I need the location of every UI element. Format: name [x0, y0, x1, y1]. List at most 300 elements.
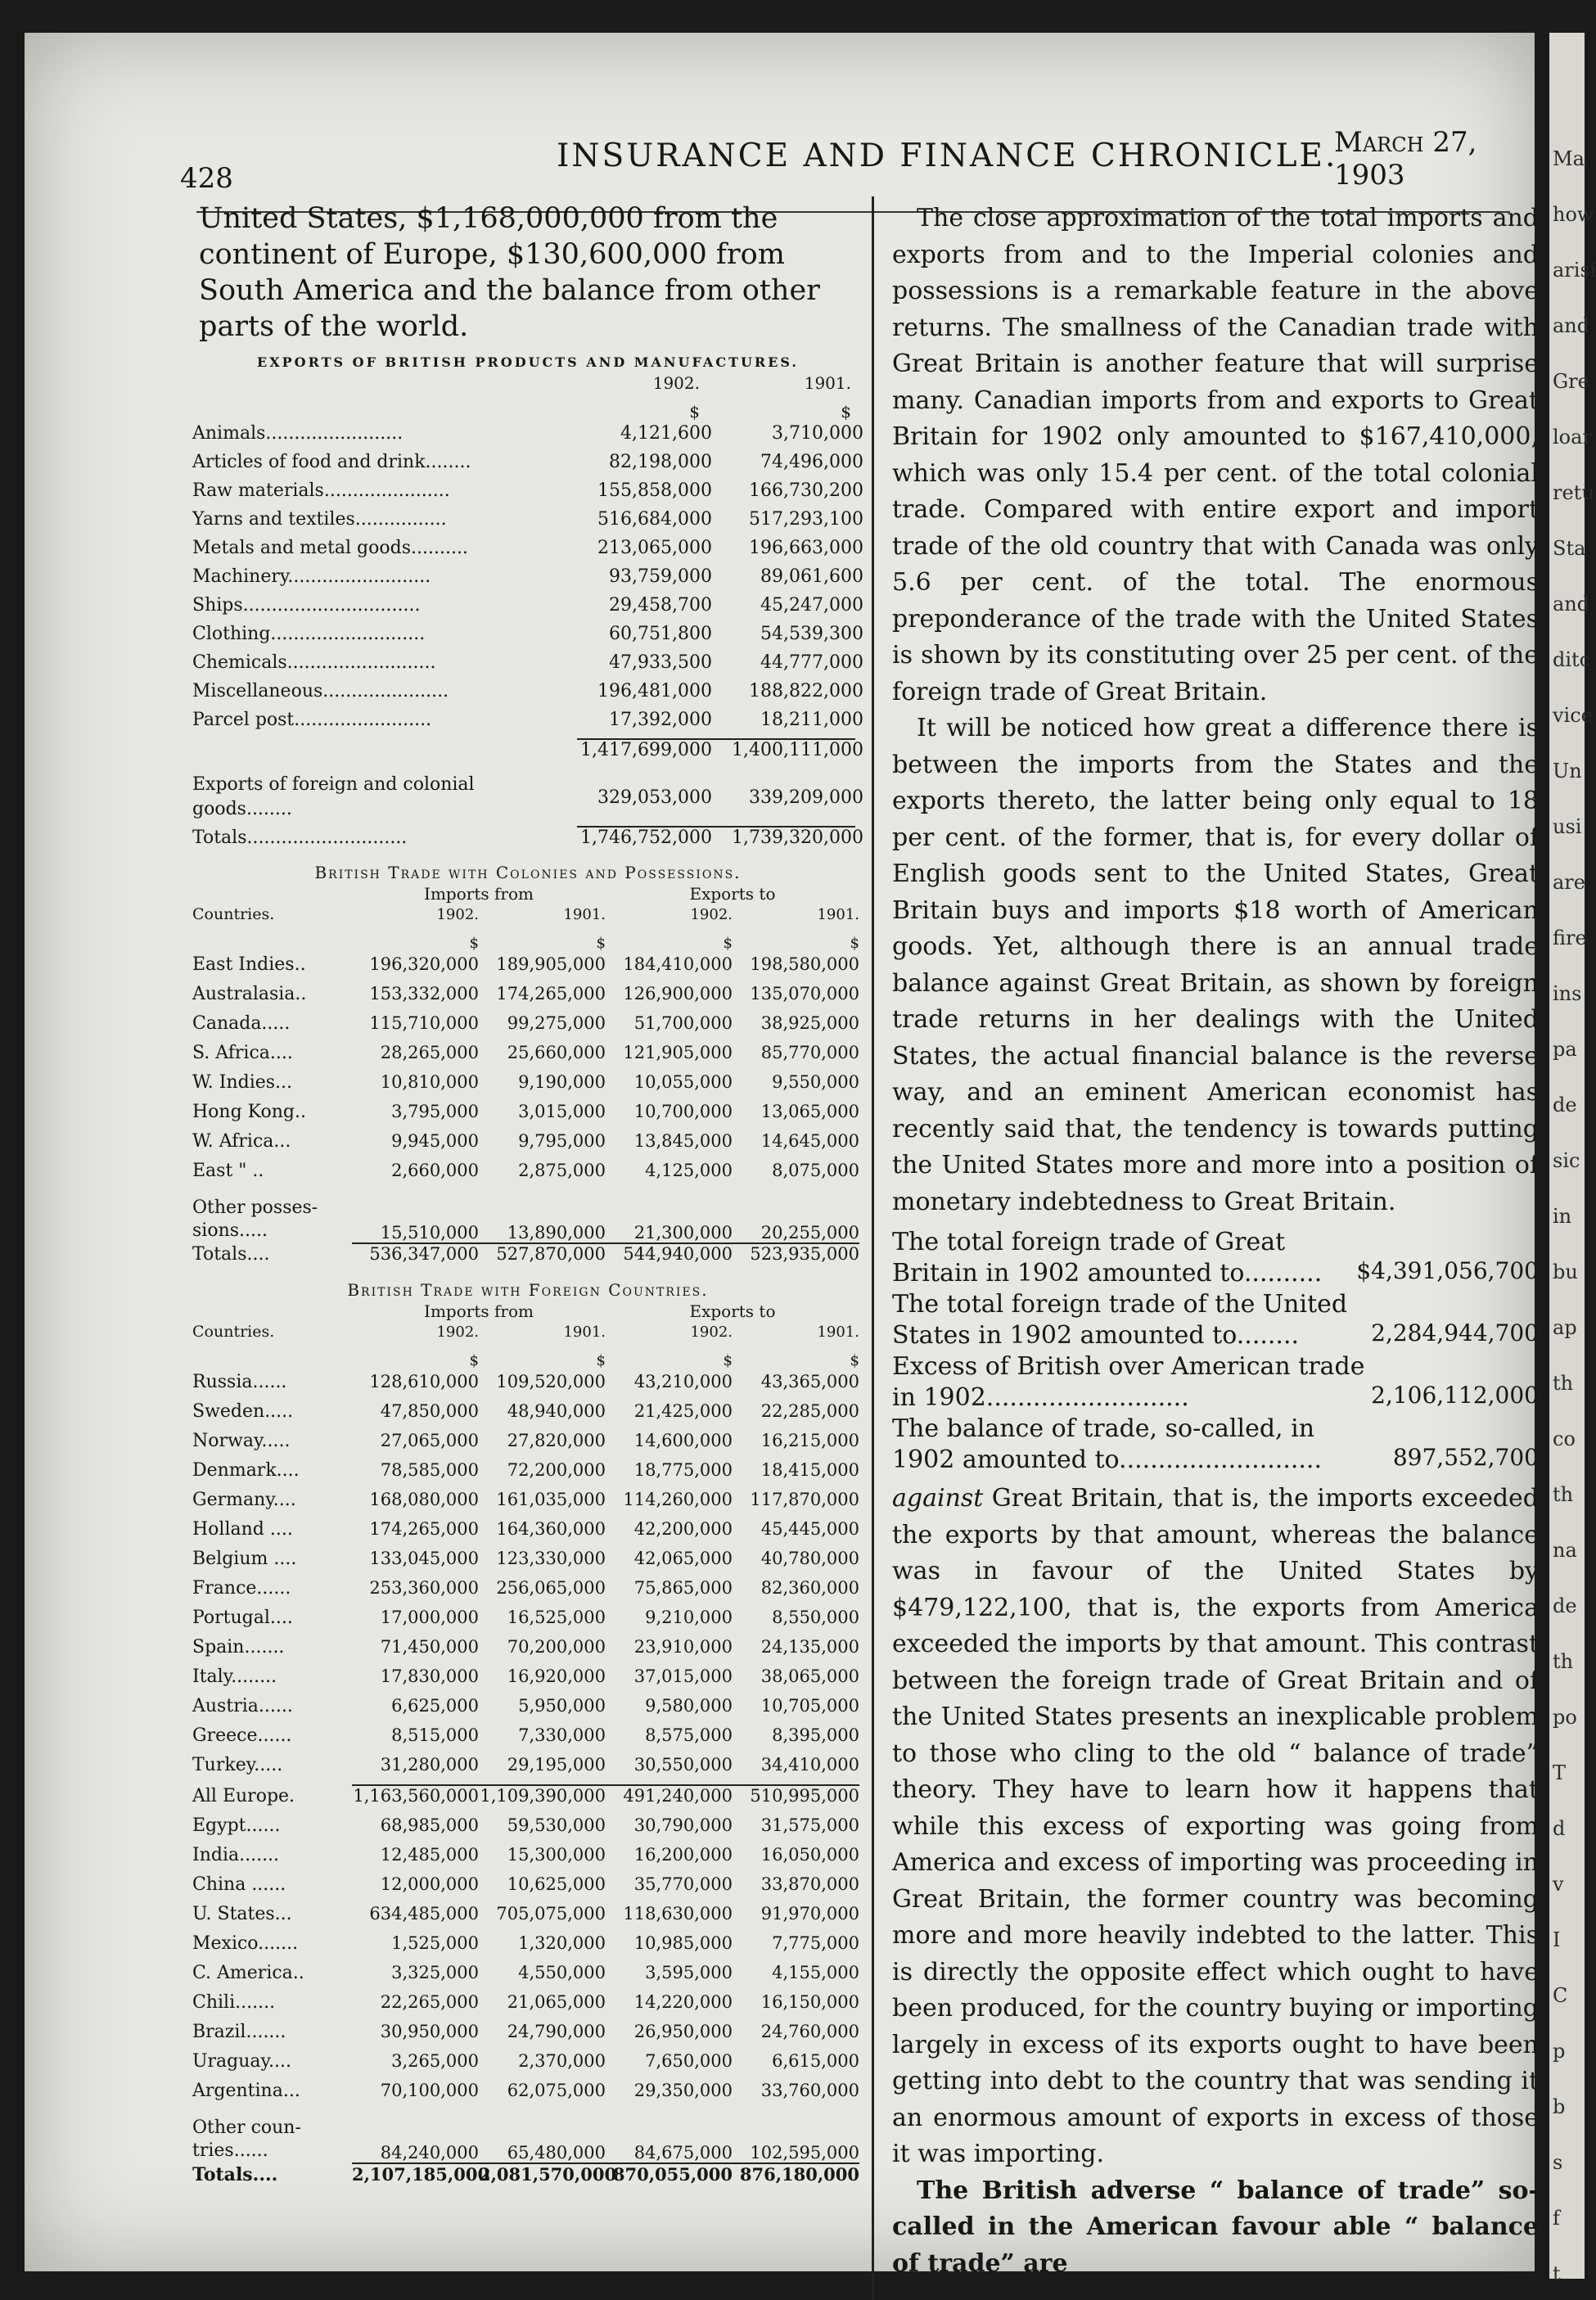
cell: 29,350,000: [633, 2081, 733, 2100]
cell: 14,220,000: [633, 1992, 733, 2012]
figure-value: $4,391,056,700: [1356, 1256, 1539, 1284]
cell: 18,775,000: [633, 1460, 733, 1480]
currency-row: [192, 935, 863, 954]
cell: 71,450,000: [380, 1637, 479, 1657]
table-row: [192, 2110, 863, 2162]
cell: 75,865,000: [633, 1578, 733, 1598]
adjacent-page-fragment: C: [1553, 1984, 1568, 2007]
table-row: [192, 2051, 863, 2081]
cell: 65,480,000: [507, 2143, 606, 2162]
adjacent-page-fragment: na: [1553, 1539, 1577, 1562]
row-label: India.......: [192, 1845, 280, 1865]
cell: 1,163,560,000: [353, 1786, 479, 1806]
row-label: Parcel post........................: [192, 710, 432, 730]
row-label: Austria......: [192, 1696, 293, 1716]
cell: 7,775,000: [772, 1933, 859, 1953]
cell: 34,410,000: [760, 1755, 859, 1775]
figure-value: 2,106,112,000: [1371, 1381, 1539, 1409]
cell: 16,150,000: [760, 1992, 859, 2012]
cell: 174,265,000: [369, 1519, 479, 1539]
col-header: 1902.: [690, 1324, 733, 1341]
table-row: [192, 1845, 863, 1874]
cell: 133,045,000: [369, 1549, 479, 1568]
figure-text: The balance of trade, so-called, in 1902 amounted to..........................: [892, 1414, 1322, 1474]
paragraph: The close approximation of the total imports and exports from and to the Imperial colonies and possessions is a remarkable feature in the above returns. The smallness of the Canadian trade with Great Britain is another feature that will surprise many. Canadian imports from and exports to Great Britain for 1902 only amounted to $167,410,000, which was only 15.4 per cent. of the total colonial trade. Compared with entire export and import trade of the old country that with Canada was only 5.6 per cent. of the total. The enormous preponderance of the trade with the United States is shown by its constituting over 25 per cent. of the foreign trade of Great Britain.: [892, 204, 1539, 706]
adjacent-page-fragment: t: [1553, 2262, 1561, 2285]
adjacent-page-fragment: po: [1553, 1706, 1577, 1729]
cell: 24,790,000: [507, 2022, 606, 2041]
cell: 6,625,000: [391, 1696, 479, 1716]
cell: 213,065,000: [597, 538, 712, 558]
row-label: Australasia..: [192, 984, 307, 1004]
row-label: Chemicals..........................: [192, 652, 436, 673]
cell: 42,200,000: [633, 1519, 733, 1539]
row-label: Argentina...: [192, 2081, 300, 2101]
imports-header: Imports from: [424, 1301, 534, 1321]
adjacent-page-fragment: in: [1553, 1205, 1572, 1228]
table-row: [192, 1904, 863, 1933]
row-label: Hong Kong..: [192, 1102, 307, 1122]
trade-figures: [892, 1227, 1539, 1476]
adjacent-page-fragment: b: [1553, 2095, 1566, 2118]
cell: 84,240,000: [380, 2143, 479, 2162]
cell: 44,777,000: [760, 652, 863, 673]
row-label: Spain.......: [192, 1637, 285, 1657]
adjacent-page-fragment: sic: [1553, 1149, 1580, 1172]
exports-header: Exports to: [689, 884, 776, 904]
cell: 4,155,000: [772, 1963, 859, 1982]
foreign-countries-table: [192, 1280, 863, 2194]
row-label: Machinery.........................: [192, 566, 431, 587]
table-row: [192, 1637, 863, 1666]
adjacent-page-fragment: th: [1553, 1650, 1574, 1673]
totals-row: [192, 828, 863, 856]
row-label: C. America..: [192, 1963, 304, 1983]
cell: 1,525,000: [391, 1933, 479, 1953]
cell: 634,485,000: [369, 1904, 479, 1923]
cell: 9,550,000: [772, 1072, 859, 1092]
cell: 329,053,000: [597, 787, 712, 808]
table-row: [192, 1666, 863, 1696]
table-row: [192, 595, 863, 624]
col-header: 1901.: [804, 373, 851, 393]
adjacent-page-fragment: and: [1553, 314, 1590, 337]
cell: 8,515,000: [391, 1725, 479, 1745]
cell: 189,905,000: [496, 954, 606, 974]
row-label: S. Africa....: [192, 1043, 293, 1063]
row-label: Italy........: [192, 1666, 277, 1687]
cell: 510,995,000: [750, 1786, 859, 1806]
cell: 166,730,200: [749, 480, 863, 501]
col-header: 1902.: [652, 373, 700, 393]
adjacent-page-edge: [1549, 33, 1596, 2285]
cell: 21,300,000: [633, 1223, 733, 1242]
cell: 10,700,000: [633, 1102, 733, 1121]
cell: 28,265,000: [380, 1043, 479, 1062]
table-row: [192, 1578, 863, 1608]
cell: 18,211,000: [760, 710, 863, 730]
adjacent-page-fragment: how: [1553, 203, 1594, 226]
cell: 4,550,000: [518, 1963, 606, 1982]
table-row: [192, 1815, 863, 1845]
adjacent-page-fragment: retu: [1553, 481, 1594, 504]
adjacent-page-fragment: are: [1553, 871, 1585, 894]
left-column: [192, 201, 863, 2194]
cell: 161,035,000: [496, 1490, 606, 1509]
cell: 40,780,000: [760, 1549, 859, 1568]
cell: 196,481,000: [597, 681, 712, 701]
cell: 14,645,000: [760, 1131, 859, 1151]
row-label: Portugal....: [192, 1608, 293, 1628]
cell: 78,585,000: [380, 1460, 479, 1480]
cell: 38,065,000: [760, 1666, 859, 1686]
cell: 54,539,300: [760, 624, 863, 644]
table-row: [192, 652, 863, 681]
adjacent-page-fragment: T: [1553, 1761, 1567, 1784]
row-label: Brazil.......: [192, 2022, 286, 2042]
colonies-table: [192, 863, 863, 1274]
group-header: [192, 884, 863, 905]
cell: 21,425,000: [633, 1401, 733, 1421]
cell: 870,055,000: [612, 2164, 733, 2185]
cell: 123,330,000: [496, 1549, 606, 1568]
adjacent-page-fragment: th: [1553, 1372, 1574, 1395]
cell: 17,392,000: [609, 710, 712, 730]
cell: 517,293,100: [749, 509, 863, 530]
cell: 7,330,000: [518, 1725, 606, 1745]
figure-line: [892, 1289, 1539, 1351]
table-row: [192, 1490, 863, 1519]
table-row: [192, 1933, 863, 1963]
cell: 14,600,000: [633, 1431, 733, 1450]
cell: 164,360,000: [496, 1519, 606, 1539]
europe-total-row: [192, 1786, 863, 1815]
table-row: [192, 1608, 863, 1637]
cell: 516,684,000: [597, 509, 712, 530]
adjacent-page-fragment: vice: [1553, 704, 1593, 727]
row-label: W. Indies...: [192, 1072, 293, 1093]
cell: 10,625,000: [507, 1874, 606, 1894]
cell: 491,240,000: [623, 1786, 733, 1806]
cell: 1,109,390,000: [480, 1786, 606, 1806]
cell: 24,135,000: [760, 1637, 859, 1657]
cell: 70,200,000: [507, 1637, 606, 1657]
row-label: China ......: [192, 1874, 286, 1895]
cell: 93,759,000: [609, 566, 712, 587]
cell: 168,080,000: [369, 1490, 479, 1509]
cell: 339,209,000: [749, 787, 863, 808]
cell: 84,675,000: [633, 2143, 733, 2162]
table-row: [192, 954, 863, 984]
cell: 121,905,000: [623, 1043, 733, 1062]
cell: 17,830,000: [380, 1666, 479, 1686]
cell: 13,890,000: [507, 1223, 606, 1242]
adjacent-page-fragment: de: [1553, 1094, 1577, 1116]
cell: 2,107,185,000: [352, 2164, 490, 2185]
cell: 115,710,000: [369, 1013, 479, 1033]
cell: 3,325,000: [391, 1963, 479, 1982]
cell: 174,265,000: [496, 984, 606, 1003]
adjacent-page-fragment: I: [1553, 1928, 1561, 1951]
col-header: 1901.: [817, 1324, 859, 1341]
cell: 43,365,000: [760, 1372, 859, 1391]
row-label: France......: [192, 1578, 291, 1599]
table-header-row: [192, 1323, 863, 1352]
row-label: East Indies..: [192, 954, 306, 975]
newspaper-page: [25, 33, 1539, 2278]
cell: 109,520,000: [496, 1372, 606, 1391]
cell: 37,015,000: [633, 1666, 733, 1686]
table-row: [192, 538, 863, 566]
table-row: [192, 2022, 863, 2051]
cell: 25,660,000: [507, 1043, 606, 1062]
currency-row: [192, 402, 863, 423]
table-row: [192, 1161, 863, 1190]
cell: 9,210,000: [645, 1608, 733, 1627]
cell: 10,055,000: [633, 1072, 733, 1092]
table-row: [192, 681, 863, 710]
cell: 2,875,000: [518, 1161, 606, 1180]
cell: 876,180,000: [739, 2164, 859, 2185]
cell: 117,870,000: [750, 1490, 859, 1509]
adjacent-page-fragment: ins: [1553, 982, 1582, 1005]
cell: 8,395,000: [772, 1725, 859, 1745]
cell: 2,081,570,000: [479, 2164, 617, 2185]
row-label: Turkey.....: [192, 1755, 283, 1775]
table-row: [192, 624, 863, 652]
adjacent-page-fragment: Un: [1553, 760, 1582, 782]
cell: 1,739,320,000: [732, 828, 863, 848]
table-row: [192, 1072, 863, 1102]
cell: 62,075,000: [507, 2081, 606, 2100]
adjacent-page-fragment: fire: [1553, 927, 1587, 949]
cell: 43,210,000: [633, 1372, 733, 1391]
paragraph-text: Great Britain, that is, the imports exceeded the exports by that amount, whereas the balance was in favour of the United States by $479,122,100, that is, the exports from America exceeded the imports by that amount. This contrast between the foreign trade of Great Britain and of the United States presents an inexplicable problem to those who cling to the old “ balance of trade” theory. They have to learn how it happens that while this excess of exporting was going from America and excess of importing was proceeding in Great Britain, the former country was becoming more and more heavily indebted to the latter. This is directly the opposite effect which ought to have been produced, for the country buying or importing largely in excess of its exports ought to have been getting into debt to the country that was sending it an enormous amount of exports in excess of those it was importing.: [892, 1484, 1539, 2168]
cell: 7,650,000: [645, 2051, 733, 2071]
adjacent-page-fragment: de: [1553, 1594, 1577, 1617]
row-label: Yarns and textiles................: [192, 509, 447, 530]
cell: 8,575,000: [645, 1725, 733, 1745]
cell: 99,275,000: [507, 1013, 606, 1033]
table-row: [192, 1043, 863, 1072]
cell: 16,050,000: [760, 1845, 859, 1865]
table-row: [192, 1431, 863, 1460]
table-row: [192, 423, 863, 452]
currency-symbol: $: [850, 935, 859, 952]
cell: 26,950,000: [633, 2022, 733, 2041]
cell: 128,610,000: [369, 1372, 479, 1391]
cell: 89,061,600: [760, 566, 863, 587]
cell: 68,985,000: [380, 1815, 479, 1835]
cell: 2,660,000: [391, 1161, 479, 1180]
cell: 29,195,000: [507, 1755, 606, 1775]
currency-symbol: $: [596, 935, 606, 952]
cell: 155,858,000: [597, 480, 712, 501]
adjacent-page-fragment: p: [1553, 2040, 1566, 2063]
cell: 31,280,000: [380, 1755, 479, 1775]
cell: 118,630,000: [623, 1904, 733, 1923]
row-label: Russia......: [192, 1372, 287, 1392]
cell: 82,360,000: [760, 1578, 859, 1598]
table-row: [192, 2081, 863, 2110]
cell: 22,265,000: [380, 1992, 479, 2012]
cell: 188,822,000: [749, 681, 863, 701]
col-header: 1902.: [436, 1324, 479, 1341]
cell: 35,770,000: [633, 1874, 733, 1894]
colonies-table-title: British Trade with Colonies and Possessions.: [314, 863, 742, 882]
currency-symbol: $: [596, 1352, 606, 1369]
cell: 70,100,000: [380, 2081, 479, 2100]
currency-symbol: $: [723, 1352, 733, 1369]
cell: 21,065,000: [507, 1992, 606, 2012]
cell: 17,000,000: [380, 1608, 479, 1627]
cell: 126,900,000: [623, 984, 733, 1003]
table-row: [192, 1992, 863, 2022]
cell: 91,970,000: [760, 1904, 859, 1923]
table-row: [192, 1190, 863, 1242]
page-header: [25, 115, 1535, 195]
table-row: [192, 452, 863, 480]
foreign-rows-other: [192, 1815, 863, 2162]
cell: 30,550,000: [633, 1755, 733, 1775]
row-label: Mexico.......: [192, 1933, 299, 1954]
adjacent-page-fragment: loar: [1553, 426, 1592, 449]
row-label: Totals....: [192, 2164, 278, 2185]
row-label: Totals............................: [192, 828, 408, 848]
cell: 1,400,111,000: [732, 740, 863, 760]
cell: 15,300,000: [507, 1845, 606, 1865]
cell: 4,125,000: [645, 1161, 733, 1180]
cell: 1,320,000: [518, 1933, 606, 1953]
row-label: Other posses-sions.....: [192, 1197, 318, 1241]
cell: 74,496,000: [760, 452, 863, 472]
exports-table: [192, 354, 863, 856]
foreign-table-title: British Trade with Foreign Countries.: [347, 1280, 709, 1300]
column-divider: [872, 196, 874, 2300]
cell: 16,525,000: [507, 1608, 606, 1627]
adjacent-page-fragment: f: [1553, 2207, 1560, 2230]
row-label: Raw materials......................: [192, 480, 450, 501]
currency-row: [192, 1352, 863, 1372]
row-label: Norway.....: [192, 1431, 291, 1451]
cell: 6,615,000: [772, 2051, 859, 2071]
cell: 85,770,000: [760, 1043, 859, 1062]
cell: 256,065,000: [496, 1578, 606, 1598]
cell: 135,070,000: [750, 984, 859, 1003]
figure-value: 2,284,944,700: [1371, 1319, 1539, 1346]
adjacent-page-fragment: ap: [1553, 1316, 1577, 1339]
table-row: [192, 1874, 863, 1904]
cell: 523,935,000: [750, 1244, 859, 1264]
cell: 1,417,699,000: [580, 740, 712, 760]
table-row: [192, 566, 863, 595]
cell: 23,910,000: [633, 1637, 733, 1657]
cell: 59,530,000: [507, 1815, 606, 1835]
adjacent-page-fragment: d: [1553, 1817, 1566, 1840]
cell: 13,065,000: [760, 1102, 859, 1121]
row-label: U. States...: [192, 1904, 292, 1924]
table-row: [192, 1696, 863, 1725]
cell: 10,985,000: [633, 1933, 733, 1953]
right-column: [892, 201, 1539, 2282]
currency-symbol: $: [850, 1352, 859, 1369]
row-label: Germany....: [192, 1490, 296, 1510]
adjacent-page-fragment: Sta: [1553, 537, 1586, 560]
table-row: [192, 1963, 863, 1992]
cell: 12,000,000: [380, 1874, 479, 1894]
countries-header: Countries.: [192, 1323, 275, 1341]
row-label: Totals....: [192, 1244, 270, 1265]
foreign-rows: [192, 1372, 863, 1784]
col-header: 1901.: [817, 906, 859, 923]
cell: 9,190,000: [518, 1072, 606, 1092]
cell: 5,950,000: [518, 1696, 606, 1716]
publication-title: INSURANCE AND FINANCE CHRONICLE.: [557, 138, 1338, 174]
cell: 8,075,000: [772, 1161, 859, 1180]
col-header: 1901.: [563, 906, 606, 923]
row-label: Sweden.....: [192, 1401, 294, 1422]
col-header: 1902.: [690, 906, 733, 923]
cell: 27,065,000: [380, 1431, 479, 1450]
cell: 30,790,000: [633, 1815, 733, 1835]
cell: 1,746,752,000: [580, 828, 712, 848]
cell: 51,700,000: [633, 1013, 733, 1033]
table-row: [192, 1131, 863, 1161]
cell: 114,260,000: [623, 1490, 733, 1509]
figure-line: [892, 1351, 1539, 1414]
row-label: Chili.......: [192, 1992, 276, 2013]
lead-paragraph: United States, $1,168,000,000 from the continent of Europe, $130,600,000 from South America and the balance from other parts of the world.: [199, 202, 820, 343]
table-row: [192, 740, 863, 769]
cell: 2,370,000: [518, 2051, 606, 2071]
table-row: [192, 1401, 863, 1431]
paragraph: The British adverse “ balance of trade” so-called in the American favour able “ balance of trade” are: [892, 2176, 1539, 2278]
cell: 27,820,000: [507, 1431, 606, 1450]
page-number: 428: [180, 162, 233, 195]
cell: 10,705,000: [760, 1696, 859, 1716]
exports-table-title: EXPORTS OF BRITISH PRODUCTS AND MANUFACTURES.: [257, 354, 799, 370]
paragraph: It will be noticed how great a difference there is between the imports from the States and the exports thereto, the latter being only equal to 18 per cent. of the former, that is, for every dollar of English goods sent to the United States, Great Britain buys and imports $18 worth of American goods. Yet, although there is an annual trade balance against Great Britain, as shown by foreign trade returns in her dealings with the United States, the actual financial balance is the reverse way, and an eminent American economist has recently said that, the tendency is towards putting the United States more and more into a position of monetary indebtedness to Great Britain.: [892, 714, 1539, 1216]
table-row: [192, 1755, 863, 1784]
row-label: East " ..: [192, 1161, 264, 1181]
cell: 253,360,000: [369, 1578, 479, 1598]
cell: 9,945,000: [391, 1131, 479, 1151]
cell: 22,285,000: [760, 1401, 859, 1421]
cell: 18,415,000: [760, 1460, 859, 1480]
figure-text: The total foreign trade of the United States in 1902 amounted to........: [892, 1290, 1348, 1350]
cell: 9,580,000: [645, 1696, 733, 1716]
row-label: Articles of food and drink........: [192, 452, 471, 472]
row-label: Greece......: [192, 1725, 292, 1746]
cell: 72,200,000: [507, 1460, 606, 1480]
cell: 102,595,000: [750, 2143, 859, 2162]
cell: 198,580,000: [750, 954, 859, 974]
cell: 16,920,000: [507, 1666, 606, 1686]
table-row: [192, 1013, 863, 1043]
cell: 3,710,000: [772, 423, 863, 444]
emphasis: against: [892, 1484, 984, 1513]
adjacent-page-fragment: co: [1553, 1427, 1576, 1450]
adjacent-page-fragment: th: [1553, 1483, 1574, 1506]
cell: 33,870,000: [760, 1874, 859, 1894]
cell: 60,751,800: [609, 624, 712, 644]
figure-value: 897,552,700: [1392, 1443, 1539, 1471]
row-label: Belgium ....: [192, 1549, 297, 1569]
currency-symbol: $: [469, 935, 479, 952]
cell: 45,445,000: [760, 1519, 859, 1539]
table-row: [192, 1549, 863, 1578]
cell: 10,810,000: [380, 1072, 479, 1092]
